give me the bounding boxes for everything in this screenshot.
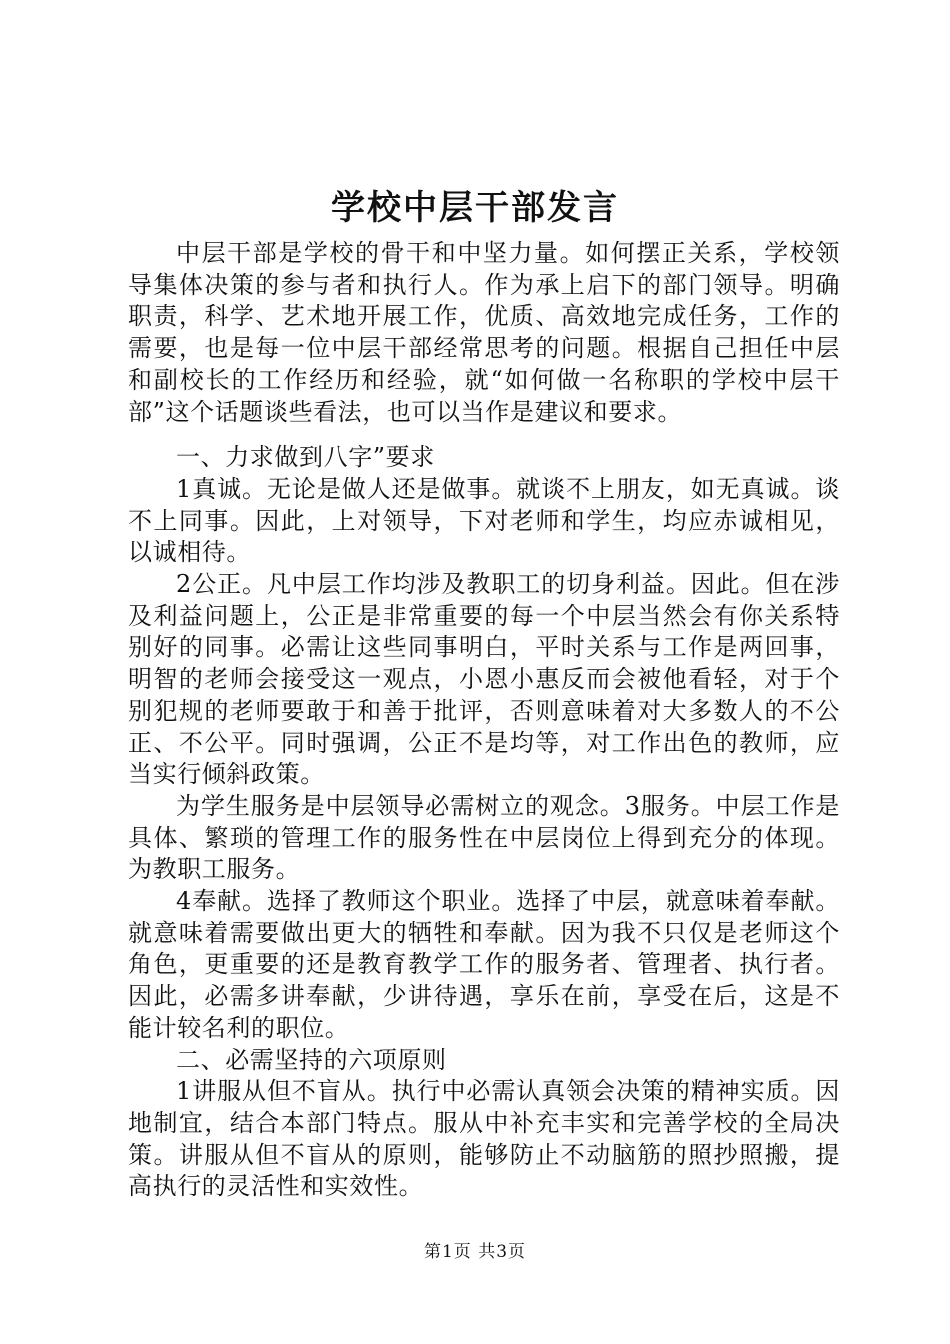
paragraph-service: 为学生服务是中层领导必需树立的观念。3服务。中层工作是具体、繁琐的管理工作的服务性在中层岗位上得到充分的体现。为教职工服务。: [128, 791, 840, 884]
paragraph-obedience: 1讲服从但不盲从。执行中必需认真领会决策的精神实质。因地制宜，结合本部门特点。服从中补充丰实和完善学校的全局决策。讲服从但不盲从的原则，能够防止不动脑筋的照抄照搬，提高执行的灵活性和实效性。: [128, 1077, 840, 1201]
paragraph-fairness: 2公正。凡中层工作均涉及教职工的切身利益。因此。但在涉及利益问题上，公正是非常重要的每一个中层当然会有你关系特别好的同事。必需让这些同事明白，平时关系与工作是两回事，明智的老师会接受这一观点，小恩小惠反而会被他看轻，对于个别犯规的老师要敢于和善于批评，否则意味着对大多数人的不公正、不公平。同时强调，公正不是均等，对工作出色的教师，应当实行倾斜政策。: [128, 570, 840, 789]
paragraph-intro: 中层干部是学校的骨干和中坚力量。如何摆正关系，学校领导集体决策的参与者和执行人。作为承上启下的部门领导。明确职责，科学、艺术地开展工作，优质、高效地完成任务，工作的需要，也是每一位中层干部经常思考的问题。根据自己担任中层和副校长的工作经历和经验，就“如何做一名称职的学校中层干部”这个话题谈些看法，也可以当作是建议和要求。: [128, 239, 840, 426]
paragraph-dedication: 4奉献。选择了教师这个职业。选择了中层，就意味着奉献。就意味着需要做出更大的牺牲和奉献。因为我不只仅是老师这个角色，更重要的还是教育教学工作的服务者、管理者、执行者。因此，必需多讲奉献，少讲待遇，享乐在前，享受在后，这是不能计较名利的职位。: [128, 887, 840, 1042]
document-title: 学校中层干部发言: [331, 188, 619, 228]
paragraph-sincerity: 1真诚。无论是做人还是做事。就谈不上朋友，如无真诚。谈不上同事。因此，上对领导，下对老师和学生，均应赤诚相见，以诚相待。: [128, 474, 840, 567]
section-heading-2: 二、必需坚持的六项原则: [176, 1045, 447, 1074]
document-body: [128, 238, 840, 1203]
page-footer: 第1页 共3页: [423, 1242, 527, 1262]
section-heading-1: 一、力求做到八字”要求: [176, 443, 435, 472]
